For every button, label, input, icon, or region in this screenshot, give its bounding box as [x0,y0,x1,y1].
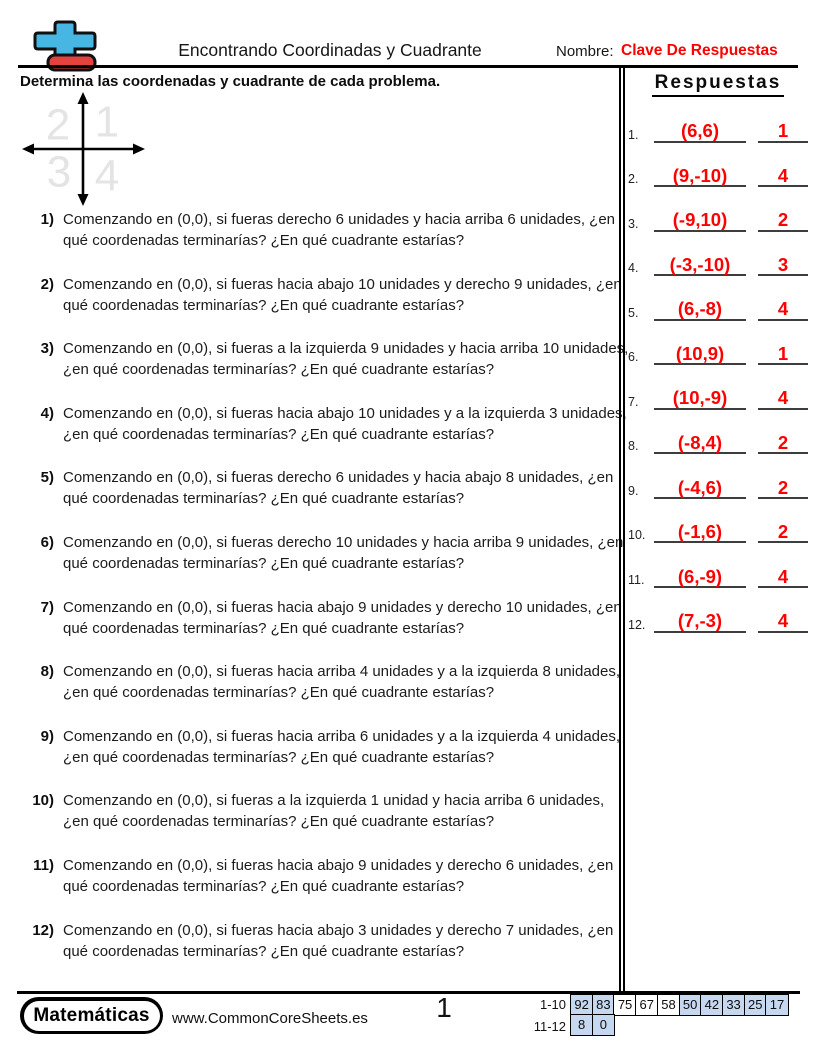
arrow-left-icon [22,144,34,155]
answer-quadrant: 2 [758,433,808,454]
problem-number: 3) [40,340,54,358]
problem-item [28,855,632,920]
problem-number: 11) [33,856,54,874]
quadrant-3-label: 3 [46,147,72,197]
problem-item [28,726,632,791]
answer-number: 6. [628,350,639,365]
name-label: Nombre: [556,43,614,60]
answer-quadrant: 2 [758,478,808,499]
problem-text: Comenzando en (0,0), si fueras derecho 6 unidades y hacia abajo 8 unidades, ¿en qué coordenadas terminarías? ¿En qué cuadrante estarías? [63,469,614,508]
answer-row [628,543,808,588]
score-table [528,994,789,1038]
problem-text: Comenzando en (0,0), si fueras hacia abajo 10 unidades y a la izquierda 3 unidades, ¿en qué coordenadas terminarías? ¿En qué cuadrante estarías? [63,404,627,443]
answer-number: 8. [628,439,639,454]
answer-coordinates: (10,9) [654,344,746,365]
answer-quadrant: 4 [758,166,808,187]
answer-number: 7. [628,394,639,409]
problem-number: 8) [40,663,54,681]
answer-quadrant: 4 [758,299,808,320]
problem-text: Comenzando en (0,0), si fueras derecho 6 unidades y hacia arriba 6 unidades, ¿en qué coordenadas terminarías? ¿En qué cuadrante estarías? [63,211,616,249]
arrow-down-icon [78,194,89,206]
answer-coordinates: (6,-9) [654,567,746,588]
score-cell: 42 [700,994,723,1016]
problem-item [28,403,632,468]
problem-text: Comenzando en (0,0), si fueras derecho 10 unidades y hacia arriba 9 unidades, ¿en qué coordenadas terminarías? ¿En qué cuadrante estarías? [63,533,624,572]
answer-row [628,499,808,544]
problem-item [28,920,632,985]
arrow-up-icon [78,92,89,104]
problem-text: Comenzando en (0,0), si fueras hacia abajo 9 unidades y derecho 10 unidades, ¿en qué coordenadas terminarías? ¿En qué cuadrante estarías? [63,598,622,637]
score-row-2 [570,1016,789,1036]
answer-coordinates: (6,-8) [654,299,746,320]
problem-text: Comenzando en (0,0), si fueras hacia abajo 9 unidades y derecho 6 unidades, ¿en qué coordenadas terminarías? ¿En qué cuadrante estarías? [63,856,614,895]
answer-quadrant: 3 [758,255,808,276]
answer-row [628,588,808,633]
quadrant-1-label: 1 [94,97,120,147]
answer-number: 4. [628,261,639,276]
brand-label: Matemáticas [33,1004,150,1026]
score-cell: 25 [744,994,767,1016]
instruction-text: Determina las coordenadas y cuadrante de cada problema. [20,73,441,90]
answer-quadrant: 4 [758,567,808,588]
score-cell: 0 [592,1014,615,1036]
score-cell: 8 [570,1014,593,1036]
score-row-1 [570,994,789,1016]
answer-number: 1. [628,127,639,142]
problem-text: Comenzando en (0,0), si fueras a la izquierda 9 unidades y hacia arriba 10 unidades, ¿en qué coordenadas terminarías? ¿En qué cuadrante estarías? [63,340,629,379]
problem-text: Comenzando en (0,0), si fueras hacia arriba 6 unidades y a la izquierda 4 unidades, ¿en qué coordenadas terminarías? ¿En qué cuadrante estarías? [63,727,621,766]
quadrant-diagram [20,90,148,208]
answer-row [628,321,808,366]
problem-number: 6) [40,533,54,551]
problem-list [28,209,632,984]
answer-number: 11. [628,573,645,588]
answer-row [628,454,808,499]
answer-row [628,410,808,455]
answer-coordinates: (-3,-10) [654,255,746,276]
answer-coordinates: (-4,6) [654,478,746,499]
arrow-right-icon [133,144,145,155]
answer-coordinates: (6,6) [654,121,746,142]
answer-quadrant: 4 [758,611,808,632]
problem-number: 12) [32,921,54,939]
problem-item [28,467,632,532]
score-cell: 75 [613,994,636,1016]
problem-number: 1) [40,211,54,228]
answer-quadrant: 1 [758,344,808,365]
score-cell: 17 [765,994,788,1016]
answers-panel [628,68,808,632]
answer-quadrant: 2 [758,210,808,231]
answer-coordinates: (10,-9) [654,388,746,409]
problem-number: 7) [40,598,54,616]
problem-text: Comenzando en (0,0), si fueras hacia arriba 4 unidades y a la izquierda 8 unidades, ¿en qué coordenadas terminarías? ¿En qué cuadrante estarías? [63,663,621,702]
answer-number: 2. [628,172,639,187]
problem-item [28,532,632,597]
answer-list [628,98,808,633]
name-value: Clave De Respuestas [621,42,778,59]
score-cell: 83 [592,994,615,1016]
page-title: Encontrando Coordinadas y Cuadrante [178,40,482,60]
answers-separator-double-line [619,67,625,993]
answer-number: 5. [628,305,639,320]
answer-number: 12. [628,617,646,632]
answer-coordinates: (7,-3) [654,611,746,632]
answer-coordinates: (-8,4) [654,433,746,454]
problem-item [28,338,632,403]
answer-row [628,232,808,277]
problem-item [28,274,632,339]
score-row1-label: 1-10 [539,997,566,1012]
score-cell: 67 [635,994,658,1016]
problem-item [28,597,632,662]
answer-row [628,143,808,188]
answer-coordinates: (9,-10) [654,166,746,187]
problem-number: 9) [40,727,54,745]
brand-badge [20,997,163,1034]
answer-quadrant: 4 [758,388,808,409]
problem-item [28,209,632,274]
answers-heading: Respuestas [652,72,785,97]
page-number: 1 [436,992,452,1023]
quadrant-4-label: 4 [94,151,120,201]
score-cell: 33 [722,994,745,1016]
answer-row [628,98,808,143]
score-cell: 58 [657,994,680,1016]
answer-number: 3. [628,216,639,231]
problem-number: 5) [40,469,54,487]
answer-row [628,187,808,232]
answer-quadrant: 2 [758,522,808,543]
problem-item [28,661,632,726]
answer-row [628,276,808,321]
problem-number: 2) [40,275,54,293]
problem-text: Comenzando en (0,0), si fueras hacia abajo 3 unidades y derecho 7 unidades, ¿en qué coordenadas terminarías? ¿En qué cuadrante estarías? [63,921,614,960]
problem-text: Comenzando en (0,0), si fueras a la izquierda 1 unidad y hacia arriba 6 unidades, ¿en qué coordenadas terminarías? ¿En qué cuadrante estarías? [63,792,605,831]
website-url: www.CommonCoreSheets.es [172,1010,368,1027]
problem-text: Comenzando en (0,0), si fueras hacia abajo 10 unidades y derecho 9 unidades, ¿en qué coordenadas terminarías? ¿En qué cuadrante estarías? [63,275,622,314]
answer-coordinates: (-1,6) [654,522,746,543]
answer-quadrant: 1 [758,121,808,142]
score-cell: 50 [679,994,702,1016]
problem-number: 4) [40,404,54,422]
quadrant-2-label: 2 [45,100,71,150]
answer-row [628,365,808,410]
problem-item [28,790,632,855]
score-row2-label: 11-12 [533,1019,566,1034]
answer-number: 10. [628,528,646,543]
score-cell: 92 [570,994,593,1016]
answer-number: 9. [628,483,639,498]
answer-coordinates: (-9,10) [654,210,746,231]
problem-number: 10) [32,792,54,810]
